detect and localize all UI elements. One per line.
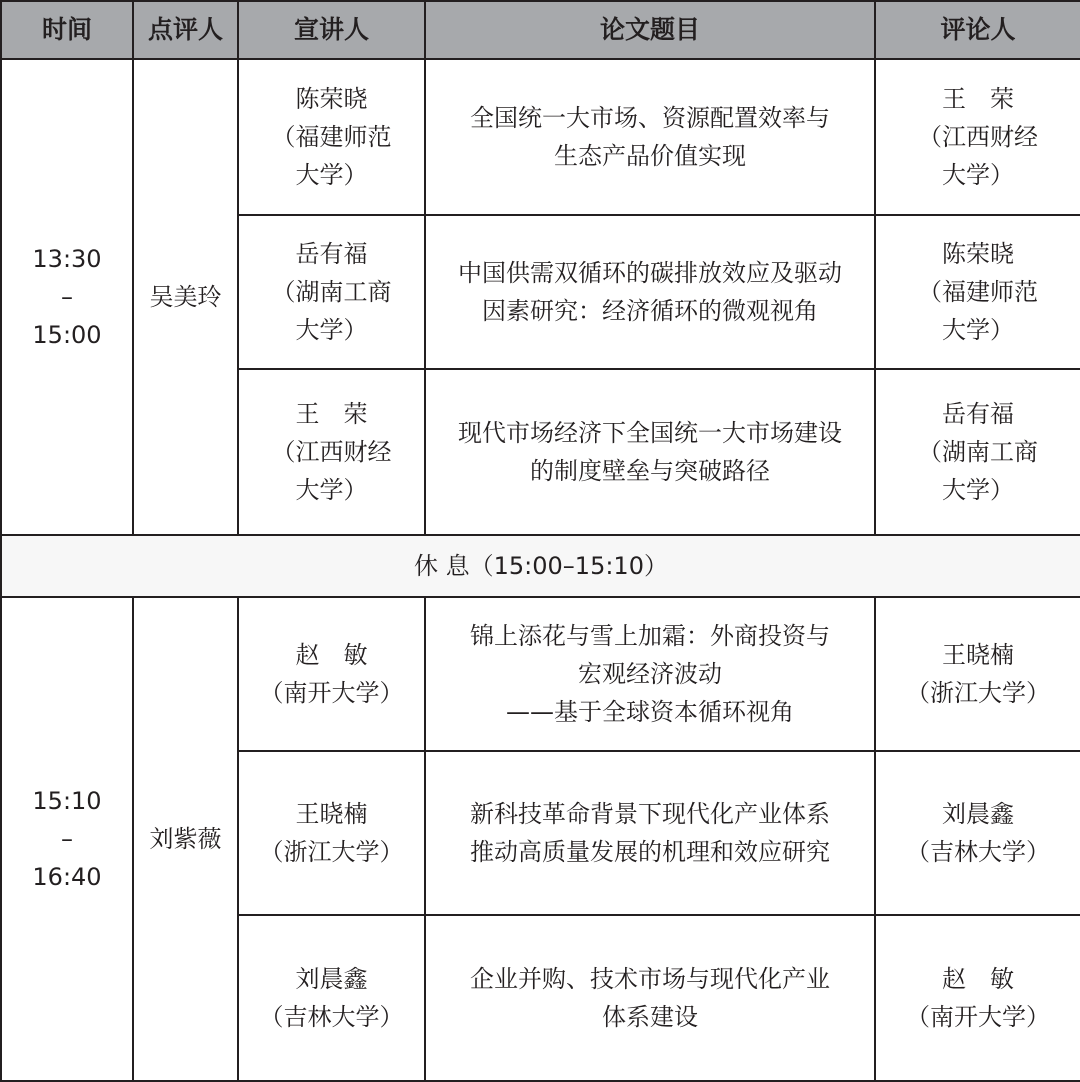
commentator-cell: 岳有福 （湖南工商 大学） xyxy=(875,369,1080,535)
commentator-cell: 王晓楠 （浙江大学） xyxy=(875,597,1080,751)
break-cell: 休 息（15:00–15:10） xyxy=(1,535,1080,597)
header-commentator: 评论人 xyxy=(875,1,1080,59)
header-reviewer: 点评人 xyxy=(133,1,238,59)
commentator-cell: 刘晨鑫 （吉林大学） xyxy=(875,751,1080,915)
session-time: 15:10 – 16:40 xyxy=(1,597,133,1081)
break-row xyxy=(1,535,1080,597)
speaker-cell: 赵 敏 （南开大学） xyxy=(238,597,425,751)
session-time: 13:30 – 15:00 xyxy=(1,59,133,535)
table-row xyxy=(1,59,1080,215)
header-speaker: 宣讲人 xyxy=(238,1,425,59)
commentator-cell: 陈荣晓 （福建师范 大学） xyxy=(875,215,1080,369)
header-time: 时间 xyxy=(1,1,133,59)
commentator-cell: 王 荣 （江西财经 大学） xyxy=(875,59,1080,215)
header-paper-title: 论文题目 xyxy=(425,1,875,59)
paper-title-cell: 新科技革命背景下现代化产业体系 推动高质量发展的机理和效应研究 xyxy=(425,751,875,915)
paper-title-cell: 现代市场经济下全国统一大市场建设 的制度壁垒与突破路径 xyxy=(425,369,875,535)
speaker-cell: 刘晨鑫 （吉林大学） xyxy=(238,915,425,1081)
paper-title-cell: 全国统一大市场、资源配置效率与 生态产品价值实现 xyxy=(425,59,875,215)
paper-title-cell: 企业并购、技术市场与现代化产业 体系建设 xyxy=(425,915,875,1081)
speaker-cell: 王 荣 （江西财经 大学） xyxy=(238,369,425,535)
paper-title-cell: 中国供需双循环的碳排放效应及驱动 因素研究：经济循环的微观视角 xyxy=(425,215,875,369)
speaker-cell: 陈荣晓 （福建师范 大学） xyxy=(238,59,425,215)
paper-title-cell: 锦上添花与雪上加霜：外商投资与 宏观经济波动 ——基于全球资本循环视角 xyxy=(425,597,875,751)
session-reviewer: 刘紫薇 xyxy=(133,597,238,1081)
speaker-cell: 王晓楠 （浙江大学） xyxy=(238,751,425,915)
table-row xyxy=(1,597,1080,751)
commentator-cell: 赵 敏 （南开大学） xyxy=(875,915,1080,1081)
speaker-cell: 岳有福 （湖南工商 大学） xyxy=(238,215,425,369)
session-reviewer: 吴美玲 xyxy=(133,59,238,535)
header-row xyxy=(1,1,1080,59)
